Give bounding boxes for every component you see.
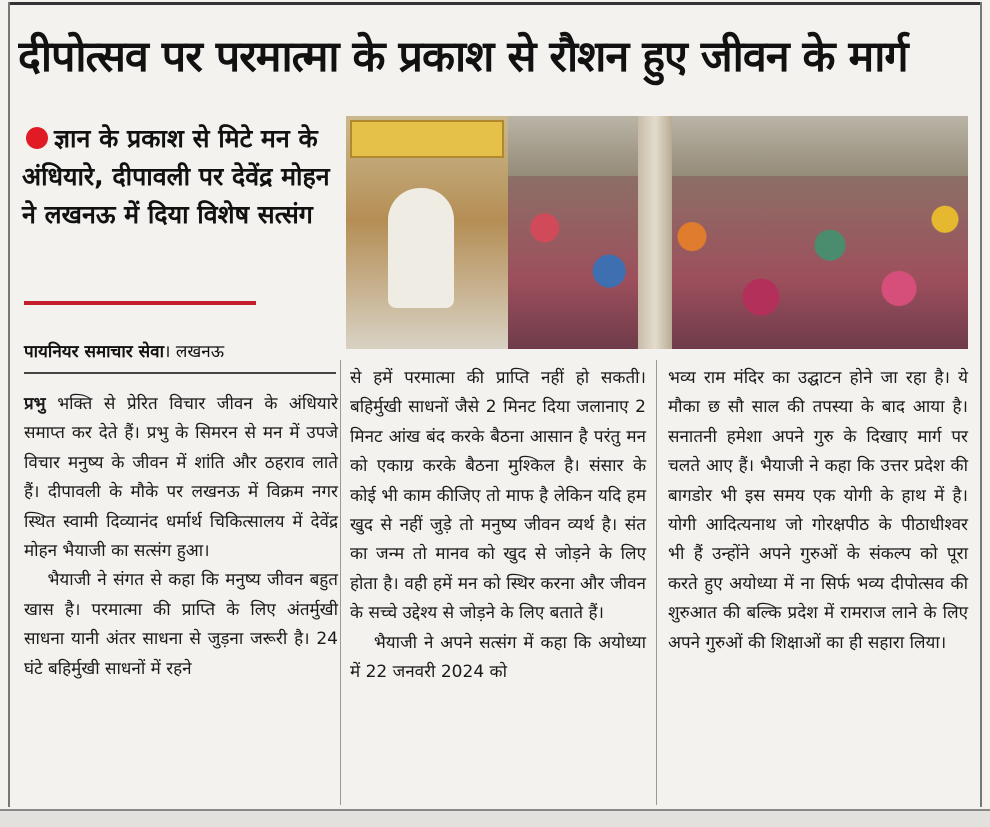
top-border — [8, 2, 982, 5]
kicker-underline — [24, 301, 256, 305]
byline-separator: । — [163, 342, 171, 362]
photo-pillar — [638, 116, 672, 349]
bottom-border — [0, 809, 990, 827]
body-column-2 — [350, 364, 646, 687]
photo-speaker — [388, 188, 454, 308]
photo-banner — [350, 120, 504, 158]
column-divider — [656, 360, 657, 805]
kicker — [22, 120, 334, 234]
bullet-dot-icon — [26, 127, 48, 149]
body-paragraph — [24, 390, 338, 566]
byline-rule — [24, 372, 336, 374]
byline-place: लखनऊ — [175, 342, 225, 362]
headline: दीपोत्सव पर परमात्मा के प्रकाश से रौशन हुए जीवन के मार्ग — [18, 32, 908, 82]
paragraph-text: भक्ति से प्रेरित विचार जीवन के अंधियारे समाप्त कर देते हैं। प्रभु के सिमरन से मन में उपजे विचार मनुष्य के जीवन में शांति और ठहराव लाते हैं। दीपावली के मौके पर लखनऊ में विक्रम नगर स्थित स्वामी दिव्यानंद धर्मार्थ चिकित्सालय में देवेंद्र मोहन भैयाजी का सत्संग हुआ। — [24, 394, 338, 562]
body-column-1 — [24, 390, 338, 684]
satsang-photo — [346, 116, 968, 349]
byline-agency: पायनियर समाचार सेवा — [24, 342, 164, 362]
body-paragraph — [350, 629, 646, 688]
photo-crowd — [508, 176, 968, 349]
body-paragraph — [24, 566, 338, 684]
body-paragraph: से हमें परमात्मा की प्राप्ति नहीं हो सकती। बहिर्मुखी साधनों जैसे 2 मिनट दिया जलानाए 2 मिनट आंख बंद करके बैठना आसान है परंतु मन को एकाग्र करके बैठना मुश्किल है। संसार के कोई भी काम कीजिए तो माफ है लेकिन यदि हम खुद से नहीं जुड़े तो मनुष्य जीवन व्यर्थ है। संत का जन्म तो मानव को खुद से जोड़ने के लिए होता है। वही हमें मन को स्थिर करना और जीवन के सच्चे उद्देश्य से जोड़ने के लिए बताते हैं। — [350, 368, 646, 624]
column-divider — [340, 360, 341, 805]
photo-stage — [346, 116, 508, 349]
paragraph-text: भैयाजी ने संगत से कहा कि मनुष्य जीवन बहुत खास है। परमात्मा की प्राप्ति के लिए अंतर्मुखी साधना यानी अंतर साधना से जुड़ना जरूरी है। 24 घंटे बहिर्मुखी साधनों में रहने — [24, 570, 338, 679]
kicker-text: ज्ञान के प्रकाश से मिटे मन के अंधियारे, दीपावली पर देवेंद्र मोहन ने लखनऊ में दिया विशेष सत्संग — [22, 124, 330, 229]
lead-word: प्रभु — [24, 394, 46, 414]
body-column-3 — [668, 364, 968, 658]
left-border — [8, 2, 10, 807]
body-paragraph: भव्य राम मंदिर का उद्घाटन होने जा रहा है। ये मौका छ सौ साल की तपस्या के बाद आया है। सनातनी हमेशा अपने गुरु के दिखाए मार्ग पर चलते आए हैं। भैयाजी ने कहा कि उत्तर प्रदेश की बागडोर भी इस समय एक योगी के हाथ में है। योगी आदित्यनाथ जो गोरक्षपीठ के पीठाधीश्वर भी हैं उन्होंने अपने गुरुओं के संकल्प को पूरा करते हुए अयोध्या में ना सिर्फ भव्य दीपोत्सव की शुरुआत की बल्कि प्रदेश में रामराज लाने के लिए अपने गुरुओं की शिक्षाओं का ही सहारा लिया। — [668, 368, 968, 653]
paragraph-text: भैयाजी ने अपने सत्संग में कहा कि अयोध्या में 22 जनवरी 2024 को — [350, 632, 646, 683]
right-border — [980, 2, 982, 807]
byline — [24, 340, 344, 364]
